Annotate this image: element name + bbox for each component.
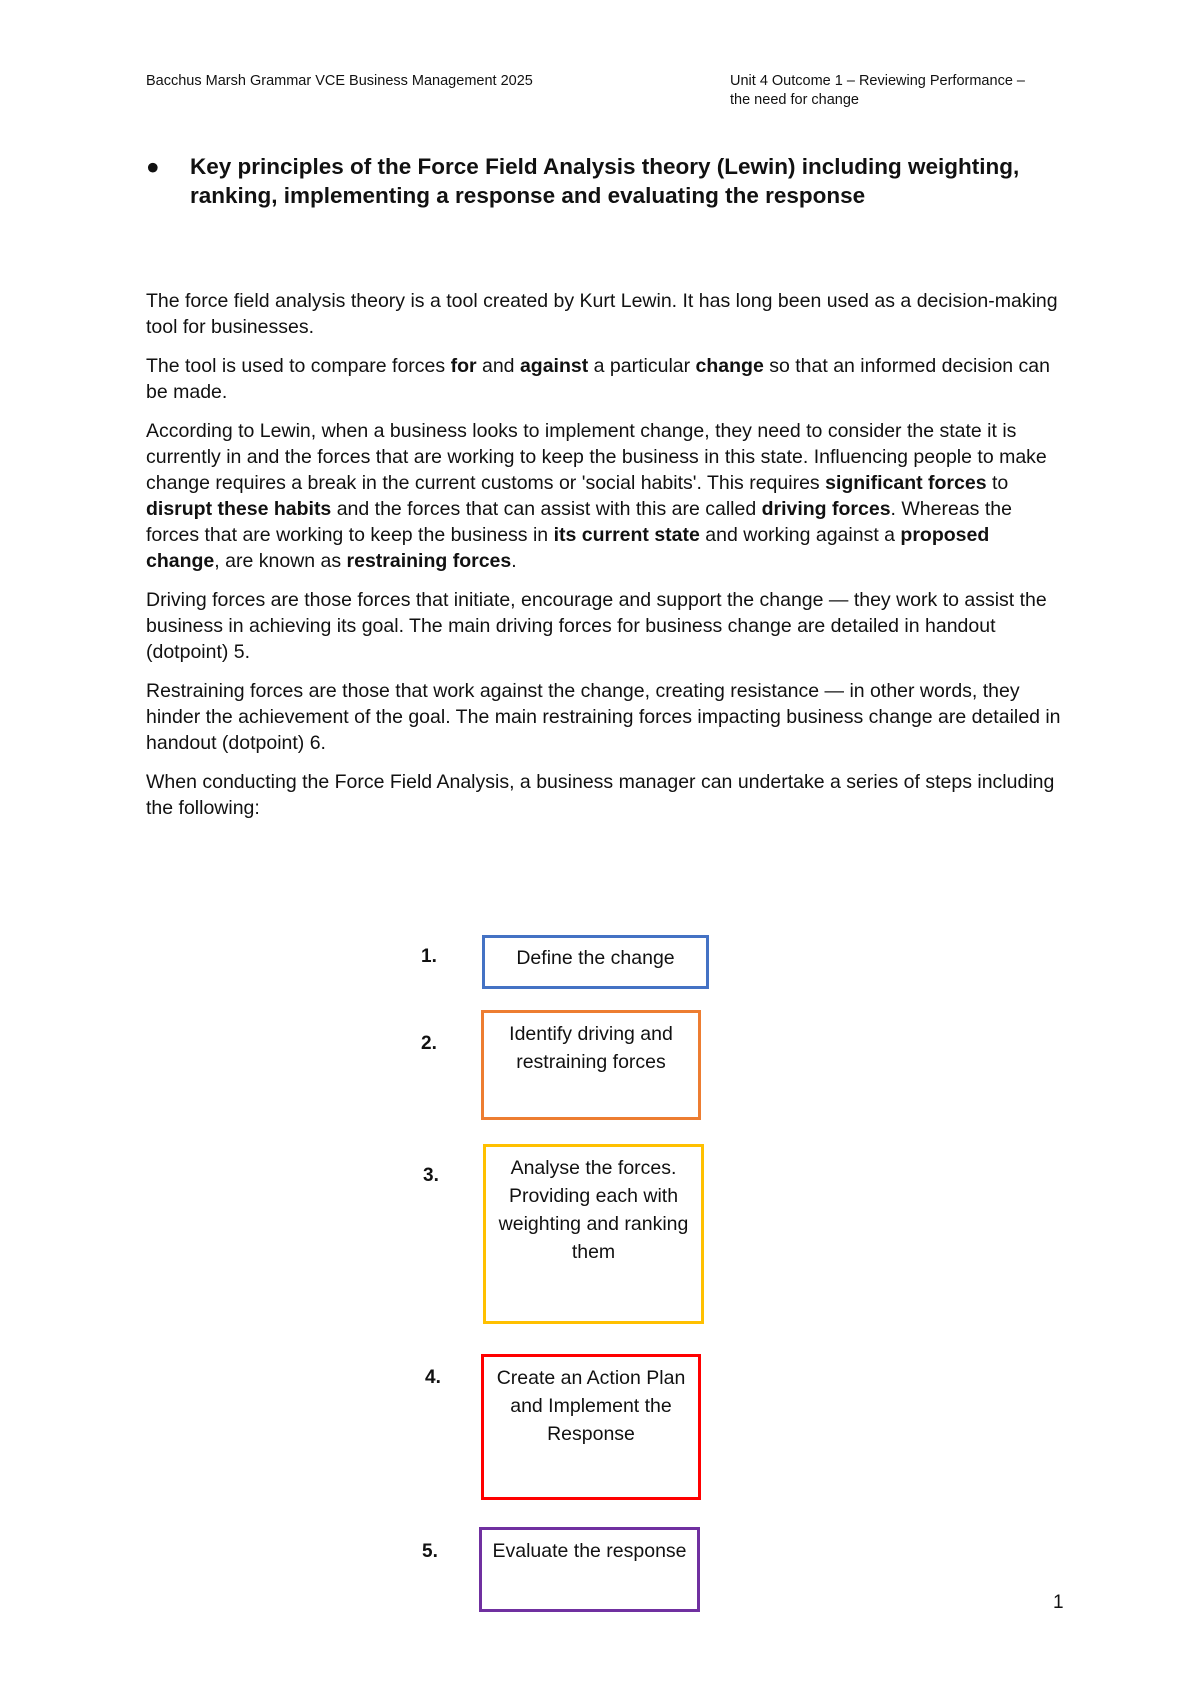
- section-heading: [146, 152, 1046, 210]
- emphasis-for: for: [450, 355, 477, 377]
- paragraph-driving-forces: Driving forces are those forces that initiate, encourage and support the change — they work to assist the business in achieving its goal. The main driving forces for business change are detailed in handout (dotpoint) 5.: [146, 589, 1047, 663]
- header-right-line-2: the need for change: [730, 92, 859, 108]
- emphasis-change: change: [695, 355, 764, 377]
- step-box-identify-forces: Identify driving and restraining forces: [481, 1010, 701, 1120]
- bullet-icon: ●: [146, 154, 160, 179]
- header-right: [730, 72, 1090, 110]
- emphasis-against: against: [519, 355, 589, 377]
- emphasis-current-state: its current state: [553, 524, 700, 546]
- page-number: 1: [1053, 1592, 1064, 1613]
- step-number-3: 3.: [423, 1165, 439, 1186]
- step-number-4: 4.: [425, 1367, 441, 1388]
- step-box-evaluate-response: Evaluate the response: [479, 1527, 700, 1612]
- header-left: Bacchus Marsh Grammar VCE Business Management 2025: [146, 73, 533, 89]
- paragraph-steps-intro: When conducting the Force Field Analysis, a business manager can undertake a series of steps including the following:: [146, 771, 1055, 819]
- section-heading-text: Key principles of the Force Field Analysis theory (Lewin) including weighting, ranking, implementing a response and evaluating the response: [190, 154, 1020, 208]
- emphasis-proposed-change: proposed change: [146, 524, 990, 572]
- emphasis-restraining-forces: restraining forces: [346, 550, 512, 572]
- header-right-line-1: Unit 4 Outcome 1 – Reviewing Performance –: [730, 73, 1025, 89]
- paragraph-restraining-forces: Restraining forces are those that work against the change, creating resistance — in other words, they hinder the achievement of the goal. The main restraining forces impacting business change are detailed in handout (dotpoint) 6.: [146, 680, 1061, 754]
- step-number-5: 5.: [422, 1541, 438, 1562]
- step-box-action-plan: Create an Action Plan and Implement the Response: [481, 1354, 701, 1500]
- emphasis-driving-forces: driving forces: [761, 498, 891, 520]
- paragraph-intro: The force field analysis theory is a tool created by Kurt Lewin. It has long been used as a decision-making tool for businesses.: [146, 290, 1058, 338]
- step-box-define-change: Define the change: [482, 935, 709, 989]
- step-number-2: 2.: [421, 1033, 437, 1054]
- paragraph-lewin-forces: According to Lewin, when a business looks to implement change, they need to consider the state it is currently in and the forces that are working to keep the business in this state. Influencing people to make change requires a break in the current customs or 'social habits'. This requires significant forces to disrupt these habits and the forces that can assist with this are called driving forces. Whereas the forces that are working to keep the business in its current state and working against a proposed change, are known as restraining forces.: [146, 420, 1047, 572]
- emphasis-disrupt-habits: disrupt these habits: [146, 498, 332, 520]
- step-number-1: 1.: [421, 946, 437, 967]
- paragraph-tool-purpose: The tool is used to compare forces for and against a particular change so that an informed decision can be made.: [146, 355, 1050, 403]
- emphasis-significant-forces: significant forces: [825, 472, 987, 494]
- body-text: [146, 288, 1066, 834]
- step-box-analyse-forces: Analyse the forces. Providing each with weighting and ranking them: [483, 1144, 704, 1324]
